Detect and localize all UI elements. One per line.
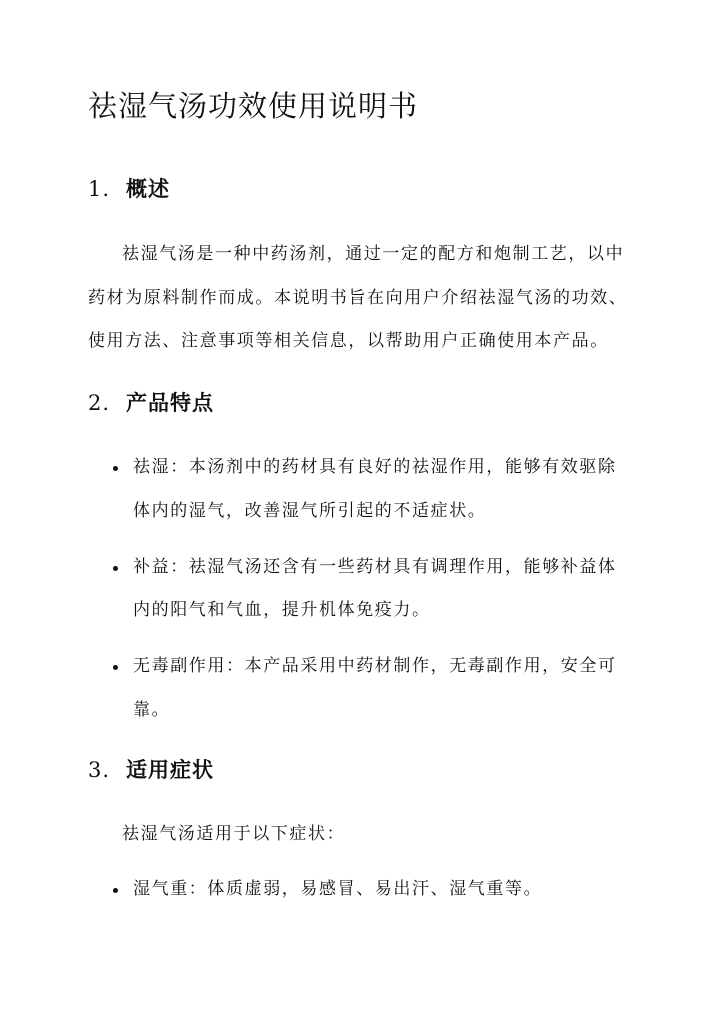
bullet-text-line: 祛湿：本汤剂中的药材具有良好的祛湿作用，能够有效驱除 [133,457,617,477]
section-title: 适用症状 [126,757,214,782]
section-title: 概述 [126,176,170,201]
bullet-text-line: 内的阳气和气血，提升机体免疫力。 [133,600,431,620]
section-number: 2. [88,391,111,415]
section-title: 产品特点 [126,390,214,415]
bullet-text-line: 靠。 [133,700,171,720]
section-number: 3. [88,758,111,782]
section-heading-features [88,388,214,418]
bullet-text-line: 湿气重：体质虚弱，易感冒、易出汗、湿气重等。 [133,879,543,899]
section-heading-overview [88,174,170,204]
bullet-marker [113,466,118,471]
paragraph-line: 祛湿气汤是一种中药汤剂，通过一定的配方和炮制工艺，以中 [122,244,625,264]
bullet-marker [113,888,118,893]
section-number: 1. [88,177,111,201]
section-heading-indications [88,755,214,785]
intro-text: 祛湿气汤适用于以下症状： [122,824,346,844]
paragraph-line: 药材为原料制作而成。本说明书旨在向用户介绍祛湿气汤的功效、 [88,288,628,308]
document-title: 祛湿气汤功效使用说明书 [88,89,419,123]
bullet-marker [113,566,118,571]
bullet-text-line: 体内的湿气，改善湿气所引起的不适症状。 [133,501,487,521]
paragraph-line: 使用方法、注意事项等相关信息，以帮助用户正确使用本产品。 [88,331,609,351]
bullet-text-line: 无毒副作用：本产品采用中药材制作，无毒副作用，安全可 [133,656,617,676]
bullet-text-line: 补益：祛湿气汤还含有一些药材具有调理作用，能够补益体 [133,557,617,577]
bullet-marker [113,665,118,670]
